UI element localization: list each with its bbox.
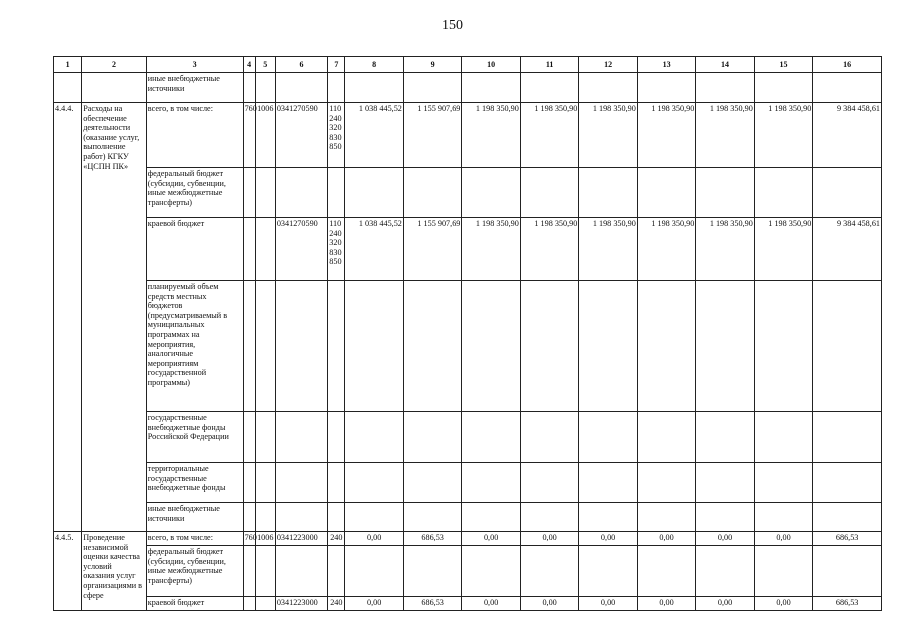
funding-source: государственные внебюджетные фонды Российской Федерации xyxy=(146,412,243,463)
value-cell: 0,00 xyxy=(345,597,403,611)
funding-source: федеральный бюджет (субсидии, субвенции, иные межбюджетные трансферты) xyxy=(146,168,243,218)
funding-source: федеральный бюджет (субсидии, субвенции, иные межбюджетные трансферты) xyxy=(146,546,243,597)
table-row xyxy=(54,503,882,532)
value-cell: 1 038 445,52 xyxy=(345,218,403,281)
table-row xyxy=(54,281,882,412)
section-code: 1006 xyxy=(255,103,275,168)
value-cell: 0,00 xyxy=(637,532,695,546)
header-cell: 5 xyxy=(255,57,275,73)
value-cell: 1 198 350,90 xyxy=(637,103,695,168)
funding-source: краевой бюджет xyxy=(146,218,243,281)
budget-table xyxy=(53,56,882,611)
funding-source: территориальные государственные внебюджетные фонды xyxy=(146,463,243,503)
table-row xyxy=(54,218,882,281)
header-cell: 3 xyxy=(146,57,243,73)
funding-source: планируемый объем средств местных бюджетов (предусматриваемый в муниципальных программах на мероприятия, аналогичные мероприятиям государственной программы) xyxy=(146,281,243,412)
value-cell: 1 198 350,90 xyxy=(696,103,754,168)
table-row xyxy=(54,412,882,463)
page-number: 150 xyxy=(442,18,463,33)
table-row xyxy=(54,532,882,546)
value-cell: 0,00 xyxy=(520,597,578,611)
value-cell: 1 155 907,69 xyxy=(403,218,461,281)
header-cell: 10 xyxy=(462,57,520,73)
header-cell: 14 xyxy=(696,57,754,73)
header-cell: 2 xyxy=(82,57,147,73)
target-code: 0341223000 xyxy=(275,532,327,546)
value-cell: 1 198 350,90 xyxy=(462,218,520,281)
header-cell: 6 xyxy=(275,57,327,73)
value-cell: 1 038 445,52 xyxy=(345,103,403,168)
value-cell: 0,00 xyxy=(754,532,812,546)
value-cell: 686,53 xyxy=(403,597,461,611)
total-cell: 686,53 xyxy=(813,597,882,611)
value-cell: 1 198 350,90 xyxy=(520,218,578,281)
header-cell: 7 xyxy=(328,57,345,73)
table-row xyxy=(54,73,882,103)
value-cell: 0,00 xyxy=(579,597,637,611)
expense-type-code: 110 240 320 830 850 xyxy=(328,103,345,168)
header-cell: 16 xyxy=(813,57,882,73)
header-cell: 12 xyxy=(579,57,637,73)
value-cell: 1 198 350,90 xyxy=(579,103,637,168)
value-cell: 0,00 xyxy=(579,532,637,546)
target-code: 0341270590 xyxy=(275,103,327,168)
funding-source: краевой бюджет xyxy=(146,597,243,611)
header-cell: 9 xyxy=(403,57,461,73)
item-number: 4.4.4. xyxy=(54,103,82,532)
target-code: 0341223000 xyxy=(275,597,327,611)
value-cell: 0,00 xyxy=(696,532,754,546)
header-cell: 1 xyxy=(54,57,82,73)
value-cell: 1 198 350,90 xyxy=(637,218,695,281)
target-code: 0341270590 xyxy=(275,218,327,281)
total-cell: 686,53 xyxy=(813,532,882,546)
value-cell: 686,53 xyxy=(403,532,461,546)
table-row xyxy=(54,597,882,611)
header-cell: 11 xyxy=(520,57,578,73)
table-row xyxy=(54,103,882,168)
item-name: Расходы на обеспечение деятельности (оказание услуг, выполнение работ) КГКУ «ЦСПН ПК» xyxy=(82,103,147,532)
header-cell: 8 xyxy=(345,57,403,73)
item-number: 4.4.5. xyxy=(54,532,82,611)
table-row xyxy=(54,463,882,503)
value-cell: 1 198 350,90 xyxy=(754,103,812,168)
value-cell: 1 198 350,90 xyxy=(520,103,578,168)
value-cell: 0,00 xyxy=(696,597,754,611)
value-cell: 0,00 xyxy=(637,597,695,611)
value-cell: 1 198 350,90 xyxy=(696,218,754,281)
value-cell: 1 198 350,90 xyxy=(754,218,812,281)
table-row xyxy=(54,546,882,597)
grbs-code: 760 xyxy=(243,103,255,168)
value-cell: 1 155 907,69 xyxy=(403,103,461,168)
total-cell: 9 384 458,61 xyxy=(813,218,882,281)
value-cell: 0,00 xyxy=(520,532,578,546)
section-code: 1006 xyxy=(255,532,275,546)
funding-source: иные внебюджетные источники xyxy=(146,73,243,103)
value-cell: 0,00 xyxy=(754,597,812,611)
header-cell: 15 xyxy=(754,57,812,73)
header-cell: 4 xyxy=(243,57,255,73)
expense-type-code: 110 240 320 830 850 xyxy=(328,218,345,281)
funding-source: всего, в том числе: xyxy=(146,532,243,546)
value-cell: 0,00 xyxy=(345,532,403,546)
header-cell: 13 xyxy=(637,57,695,73)
table-row xyxy=(54,168,882,218)
header-row xyxy=(54,57,882,73)
value-cell: 0,00 xyxy=(462,597,520,611)
funding-source: иные внебюджетные источники xyxy=(146,503,243,532)
value-cell: 0,00 xyxy=(462,532,520,546)
value-cell: 1 198 350,90 xyxy=(579,218,637,281)
expense-type-code: 240 xyxy=(328,597,345,611)
total-cell: 9 384 458,61 xyxy=(813,103,882,168)
grbs-code: 760 xyxy=(243,532,255,546)
funding-source: всего, в том числе: xyxy=(146,103,243,168)
value-cell: 1 198 350,90 xyxy=(462,103,520,168)
expense-type-code: 240 xyxy=(328,532,345,546)
item-name: Проведение независимой оценки качества условий оказания услуг организациями в сфере xyxy=(82,532,147,611)
